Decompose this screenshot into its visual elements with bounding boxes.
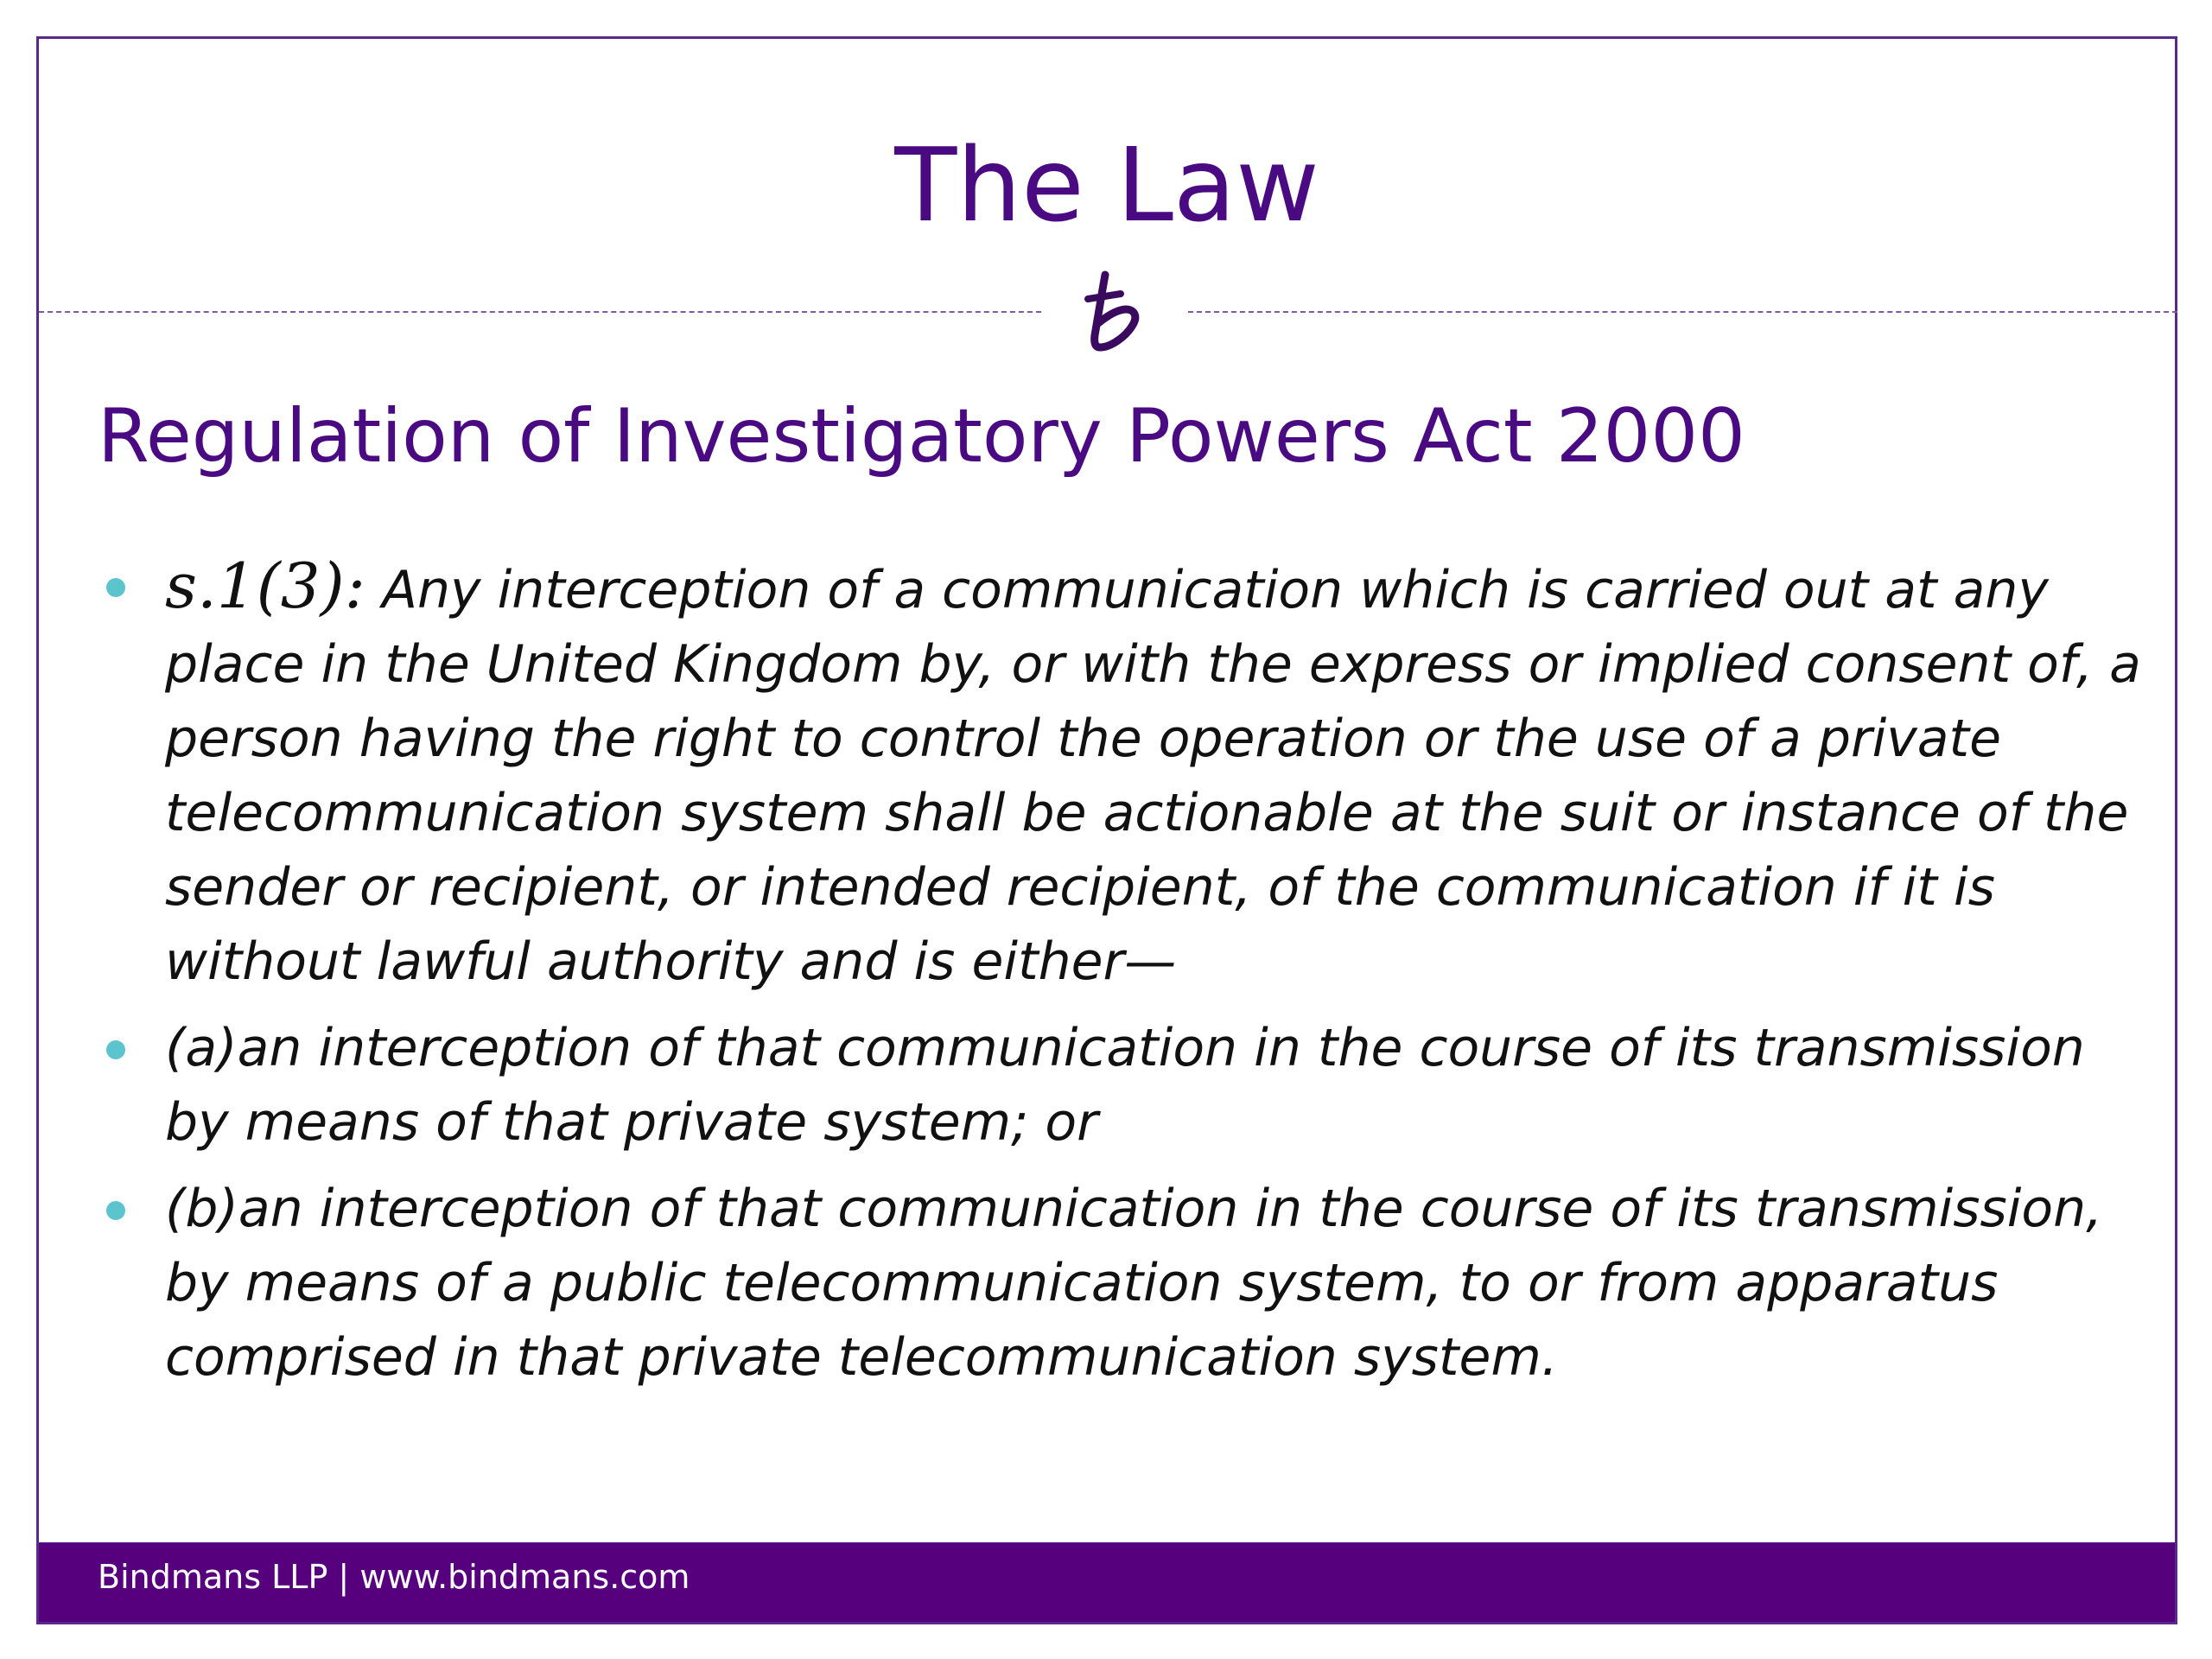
bullet-list xyxy=(98,549,2154,1407)
bullet-text: (b)an interception of that communication in the course of its transmission, by means of a public telecommunication system, to or from apparatus comprised in that private telecommunication system. xyxy=(165,1179,2103,1388)
bullet-dot-icon xyxy=(106,1040,125,1059)
footer-text: Bindmans LLP | www.bindmans.com xyxy=(98,1558,690,1596)
slide-title: The Law xyxy=(894,125,1319,245)
divider-right xyxy=(1188,311,2177,313)
slide xyxy=(36,36,2177,1624)
bullet-dot-icon xyxy=(106,578,125,597)
divider-left xyxy=(39,311,1041,313)
bullet-item xyxy=(98,549,2154,999)
section-reference: s.1(3): xyxy=(165,550,365,622)
footer-bar xyxy=(39,1542,2175,1622)
bullet-text: (a)an interception of that communication in the course of its transmission by means of that private system; or xyxy=(165,1018,2085,1153)
section-heading: Regulation of Investigatory Powers Act 2000 xyxy=(98,393,1745,480)
bullet-item xyxy=(98,1172,2154,1395)
bindmans-b-icon xyxy=(1069,268,1164,363)
bullet-item xyxy=(98,1011,2154,1160)
bullet-dot-icon xyxy=(106,1201,125,1220)
bullet-text: Any interception of a communication which is carried out at any place in the United Kingdom by, or with the express or implied consent of, a person having the right to control the operation or the use of a private telecommunication system shall be actionable at the suit or instance of the sender or recipient, or intended recipient, of the communication if it is without lawful authority and is either— xyxy=(165,560,2141,992)
